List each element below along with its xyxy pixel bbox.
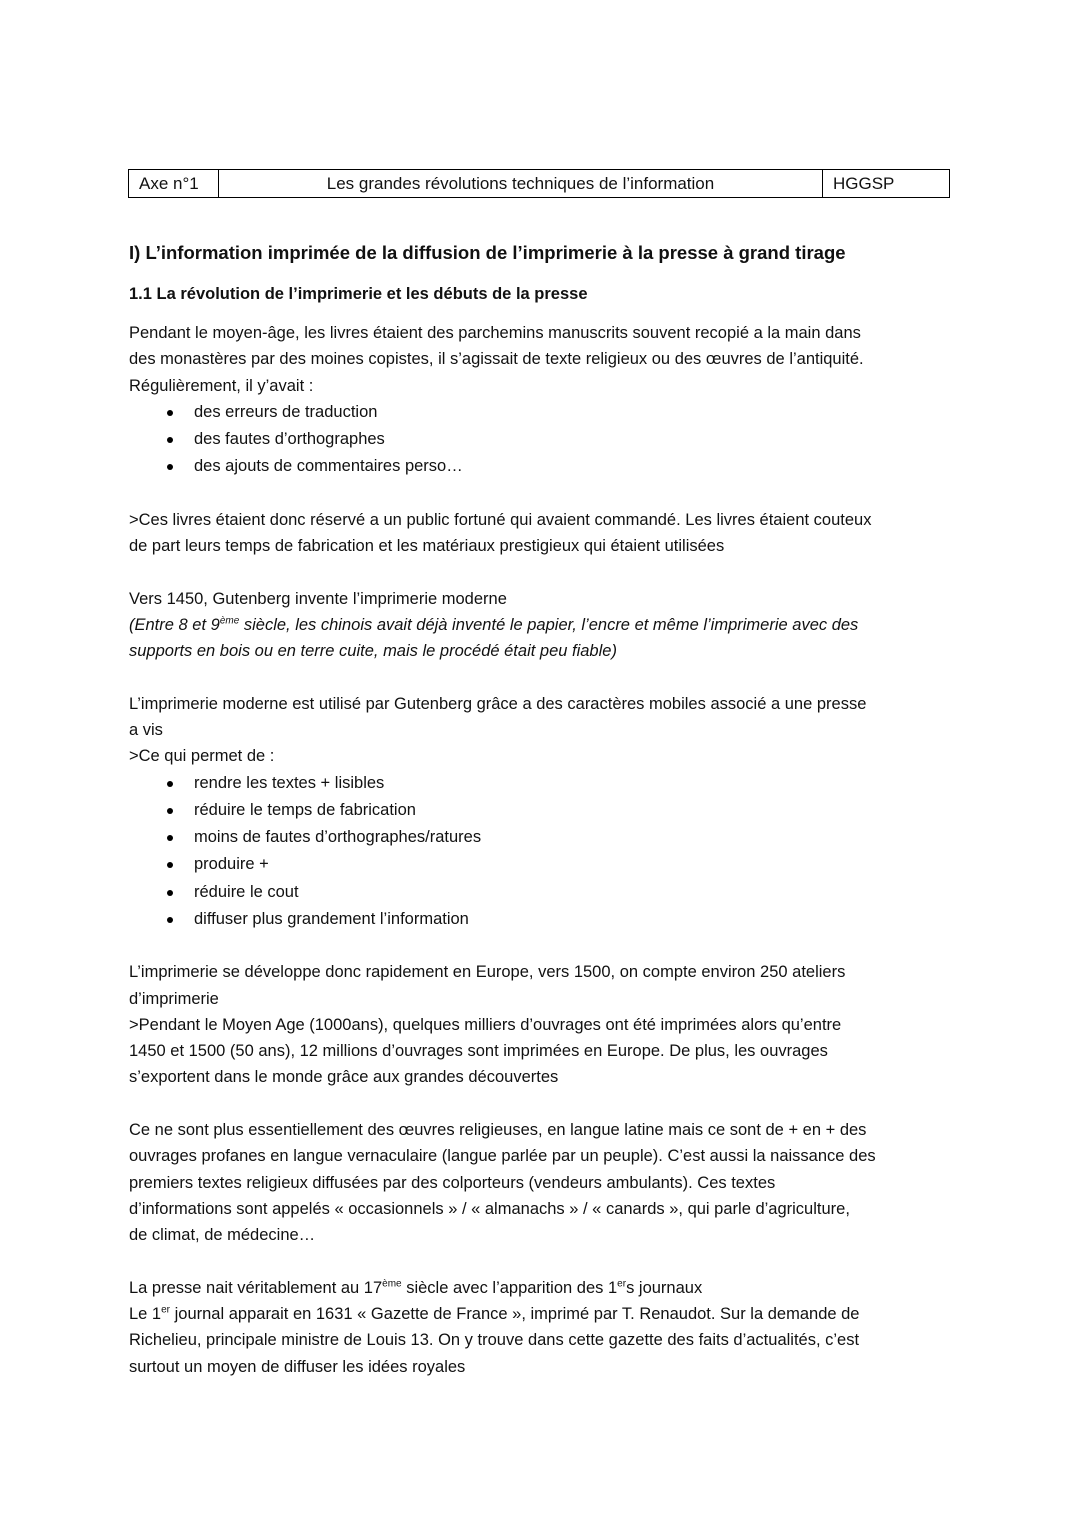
text-span: s journaux [626,1278,703,1297]
modern-printing-paragraph [129,691,954,933]
paragraph-line: L’imprimerie se développe donc rapidement en Europe, vers 1500, on compte environ 250 ateliers [129,963,846,982]
paragraph-line: d’informations sont appelés « occasionnels » / « almanachs » / « canards », qui parle d’agriculture, [129,1199,850,1218]
profane-paragraph [129,1117,954,1248]
paragraph-line: de climat, de médecine… [129,1226,316,1245]
paragraph-line: des monastères par des moines copistes, il s’agissait de texte religieux ou des œuvres de l’antiquité. [129,350,864,369]
document-body [129,238,954,1380]
superscript: ème [219,615,240,627]
list-item: diffuser plus grandement l’information [129,906,954,933]
consequence-paragraph [129,507,954,560]
text-span: siècle avec l’apparition des 1 [401,1278,618,1297]
superscript: er [161,1304,171,1316]
list-item: des ajouts de commentaires perso… [129,453,954,480]
paragraph-line: Vers 1450, Gutenberg invente l’imprimerie moderne [129,589,507,608]
paragraph-line: L’imprimerie moderne est utilisé par Gutenberg grâce a des caractères mobiles associé a une presse [129,694,867,713]
paragraph-line: Richelieu, principale ministre de Louis 13. On y trouve dans cette gazette des faits d’actualités, c’est [129,1331,860,1350]
paragraph-line [129,1275,954,1301]
text-span: Le 1 [129,1305,162,1324]
header-table [128,169,950,198]
paragraph-line: 1450 et 1500 (50 ans), 12 millions d’ouvrages sont imprimées en Europe. De plus, les ouvrages [129,1042,828,1061]
list-item: des fautes d’orthographes [129,426,954,453]
paragraph-line: premiers textes religieux diffusées par des colporteurs (vendeurs ambulants). Ces textes [129,1173,776,1192]
list-item: moins de fautes d’orthographes/ratures [129,824,954,851]
benefits-list [129,770,954,933]
list-item: produire + [129,851,954,878]
errors-list [129,399,954,481]
chinese-note [129,612,954,638]
paragraph-line: >Ces livres étaient donc réservé a un public fortuné qui avaient commandé. Les livres étaient couteux [129,510,872,529]
paragraph-line: ouvrages profanes en langue vernaculaire (langue parlée par un peuple). C’est aussi la naissance des [129,1147,876,1166]
paragraph-line: a vis [129,721,163,740]
text-span: La presse nait véritablement au 17 [129,1278,383,1297]
paragraph-line: Ce ne sont plus essentiellement des œuvres religieuses, en langue latine mais ce sont de + en + des [129,1121,867,1140]
paragraph-line: de part leurs temps de fabrication et les matériaux prestigieux qui étaient utilisées [129,537,725,556]
paragraph-line [129,1301,954,1327]
document-title: Les grandes révolutions techniques de l’information [219,170,823,197]
list-item: des erreurs de traduction [129,399,954,426]
superscript: er [617,1278,627,1290]
paragraph-line: Régulièrement, il y’avait : [129,376,314,395]
axe-number: Axe n°1 [129,170,219,197]
presse-paragraph [129,1275,954,1380]
paragraph-line: surtout un moyen de diffuser les idées royales [129,1357,466,1376]
paragraph-line: >Ce qui permet de : [129,747,275,766]
text-span: journal apparait en 1631 « Gazette de France », imprimé par T. Renaudot. Sur la demande de [170,1305,860,1324]
section-title: I) L’information imprimée de la diffusion de l’imprimerie à la presse à grand tirage [129,242,846,263]
note-text: siècle, les chinois avait déjà inventé le papier, l’encre et même l’imprimerie avec des [239,615,859,634]
paragraph-line: Pendant le moyen-âge, les livres étaient des parchemins manuscrits souvent recopié a la main dans [129,324,861,342]
chinese-note-continued: supports en bois ou en terre cuite, mais le procédé était peu fiable) [129,642,617,661]
note-text: (Entre 8 et 9 [129,615,220,634]
list-item: réduire le temps de fabrication [129,797,954,824]
intro-paragraph [129,320,954,481]
superscript: ème [382,1278,402,1290]
gutenberg-paragraph [129,586,954,665]
paragraph-line: >Pendant le Moyen Age (1000ans), quelques milliers d’ouvrages ont été imprimées alors qu’entre [129,1015,842,1034]
europe-paragraph [129,959,954,1090]
subject-label: HGGSP [833,173,895,193]
paragraph-line: s’exportent dans le monde grâce aux grandes découvertes [129,1068,559,1087]
paragraph-line: d’imprimerie [129,989,219,1008]
list-item: rendre les textes + lisibles [129,770,954,797]
list-item: réduire le cout [129,879,954,906]
subsection-title: 1.1 La révolution de l’imprimerie et les débuts de la presse [129,285,588,303]
